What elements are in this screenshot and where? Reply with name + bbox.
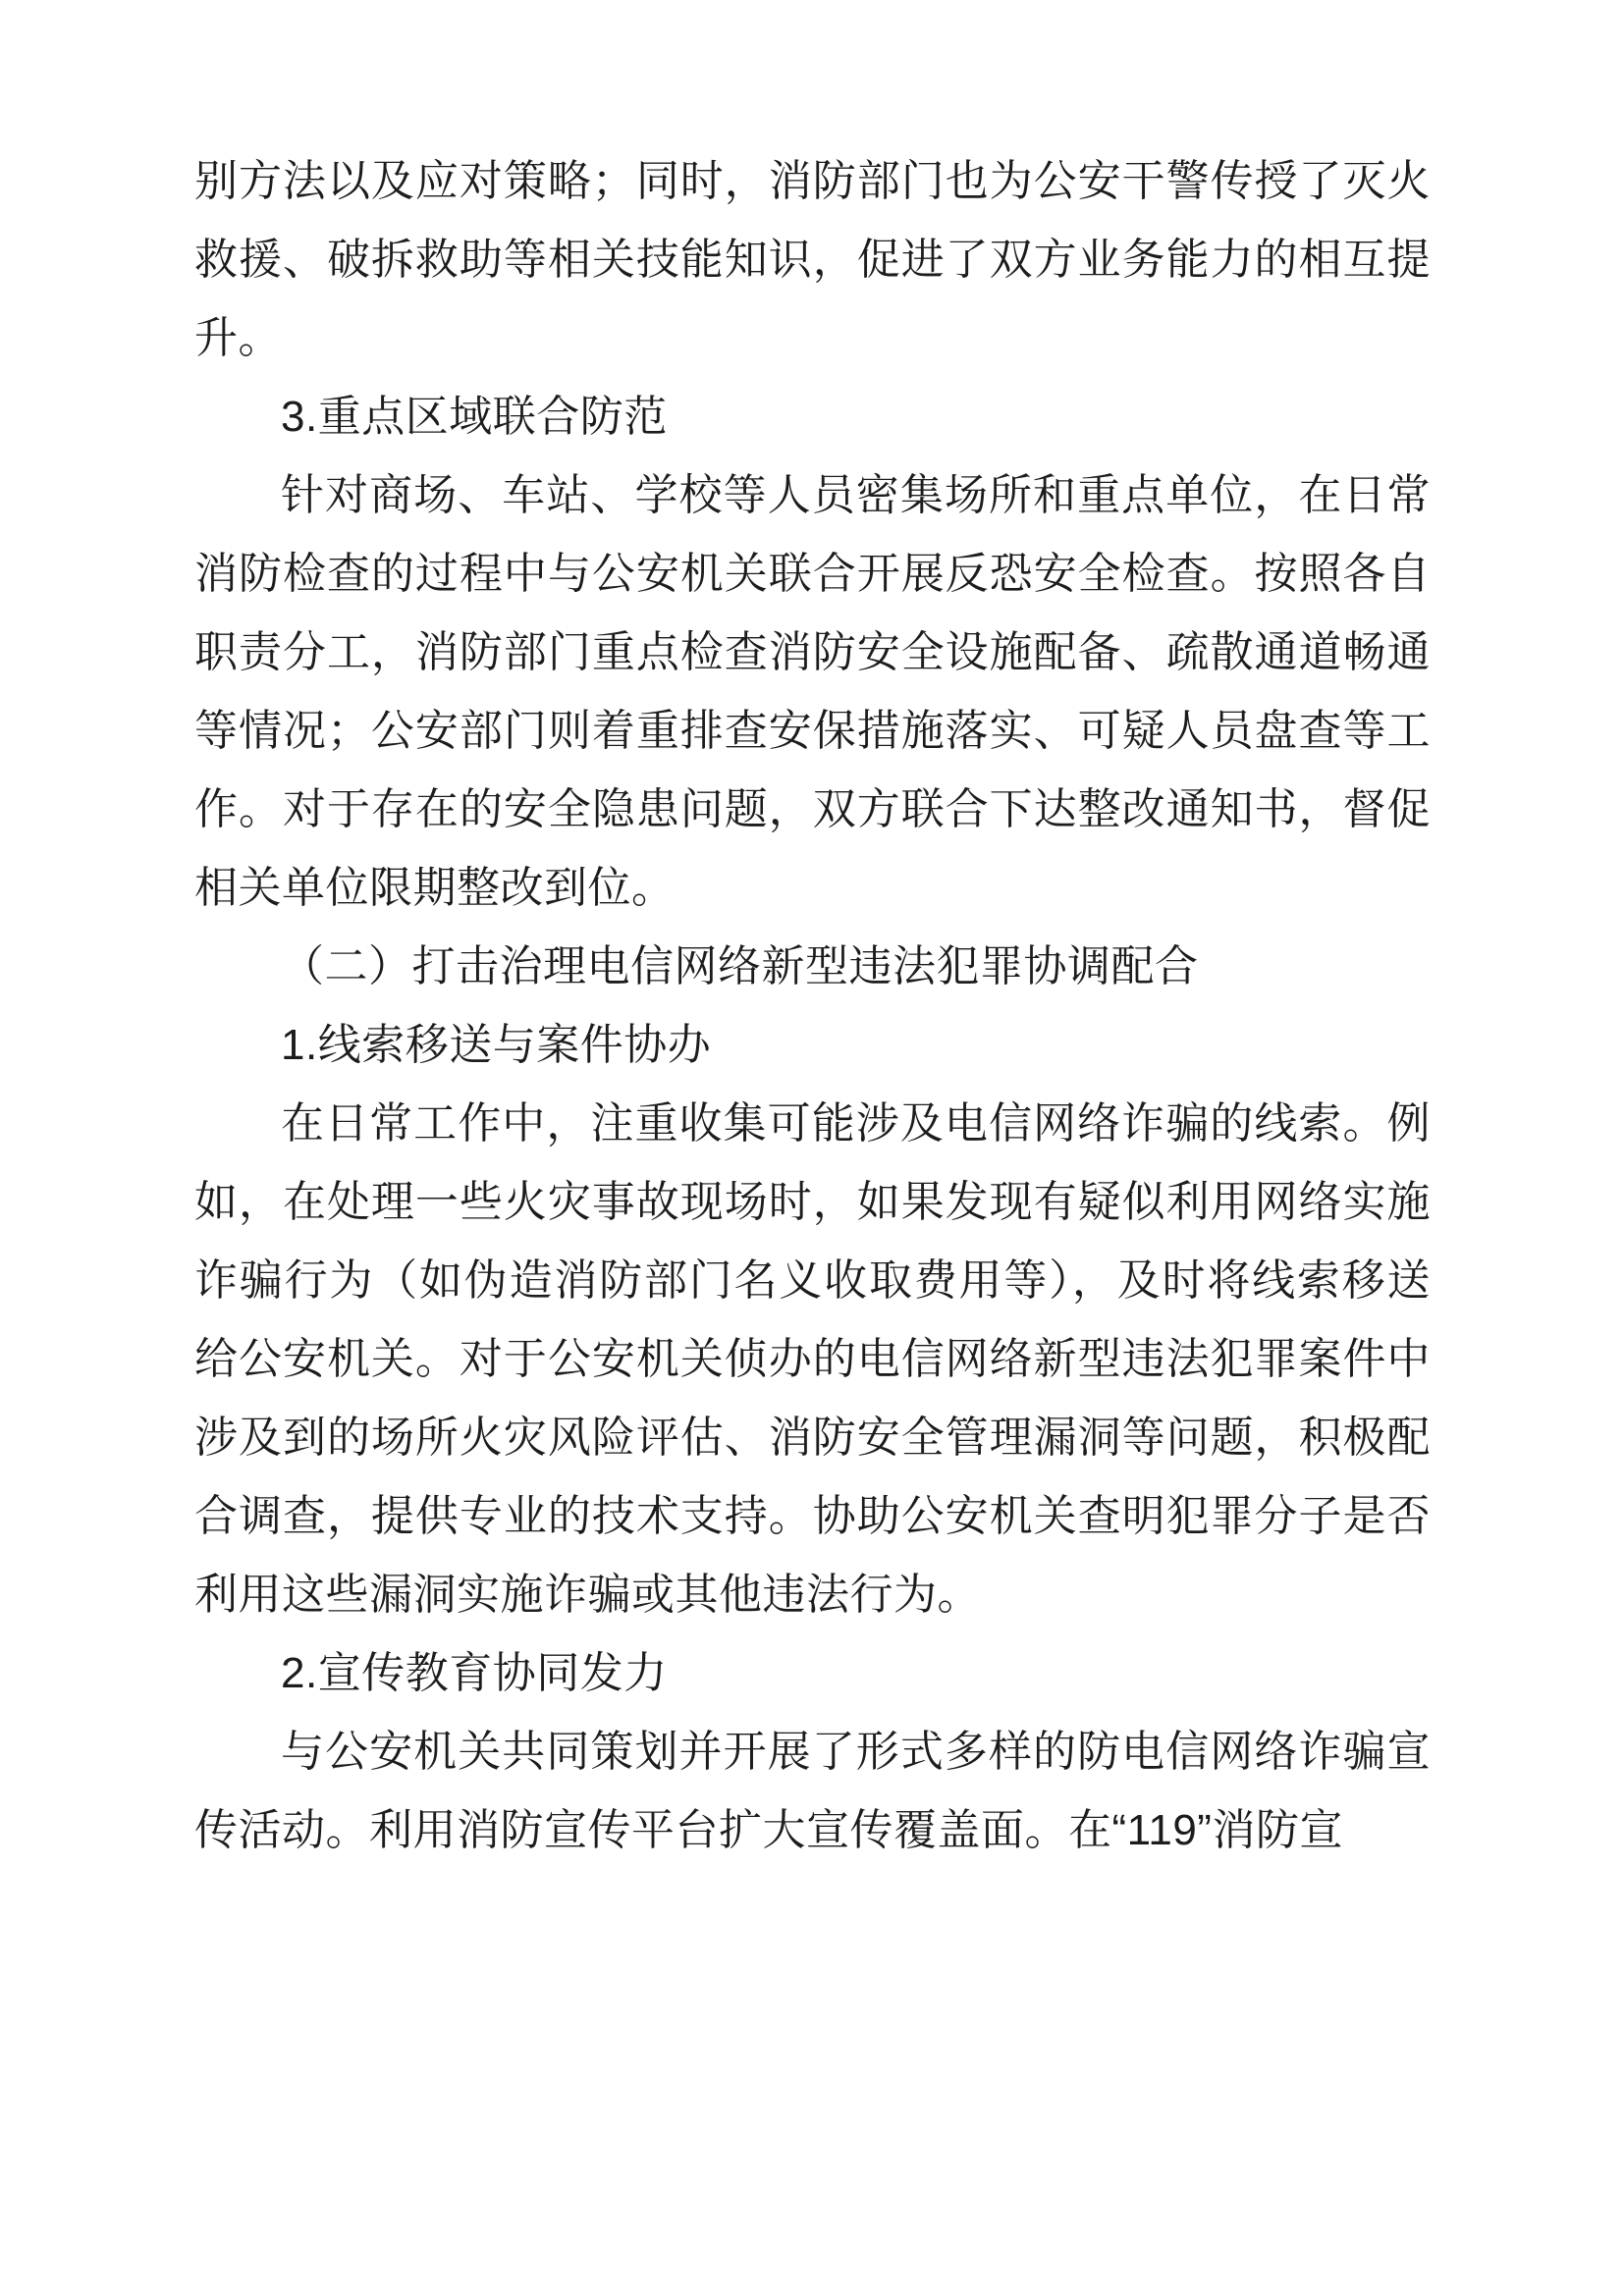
heading-subsection-1: 1.线索移送与案件协办 bbox=[281, 1021, 712, 1069]
document-body bbox=[194, 142, 1431, 1870]
paragraph-page-break: 与公安机关共同策划并开展了形式多样的防电信网络诈骗宣传活动。利用消防宣传平台扩大宣传覆盖面。在“119”消防宣 bbox=[194, 1728, 1431, 1854]
paragraph: 针对商场、车站、学校等人员密集场所和重点单位，在日常消防检查的过程中与公安机关联合开展反恐安全检查。按照各自职责分工，消防部门重点检查消防安全设施配备、疏散通道畅通等情况；公安部门则着重排查安保措施落实、可疑人员盘查等工作。对于存在的安全隐患问题，双方联合下达整改通知书，督促相关单位限期整改到位。 bbox=[194, 471, 1431, 912]
heading-subsection-2: 2.宣传教育协同发力 bbox=[281, 1649, 668, 1697]
heading-section-3: 3.重点区域联合防范 bbox=[281, 393, 668, 441]
paragraph: 在日常工作中，注重收集可能涉及电信网络诈骗的线索。例如，在处理一些火灾事故现场时，如果发现有疑似利用网络实施诈骗行为（如伪造消防部门名义收取费用等），及时将线索移送给公安机关。对于公安机关侦办的电信网络新型违法犯罪案件中涉及到的场所火灾风险评估、消防安全管理漏洞等问题，积极配合调查，提供专业的技术支持。协助公安机关查明犯罪分子是否利用这些漏洞实施诈骗或其他违法行为。 bbox=[194, 1099, 1431, 1619]
heading-section-two: （二）打击治理电信网络新型违法犯罪协调配合 bbox=[281, 942, 1199, 990]
paragraph-continuation: 别方法以及应对策略；同时，消防部门也为公安干警传授了灭火救援、破拆救助等相关技能知识，促进了双方业务能力的相互提升。 bbox=[194, 157, 1431, 362]
